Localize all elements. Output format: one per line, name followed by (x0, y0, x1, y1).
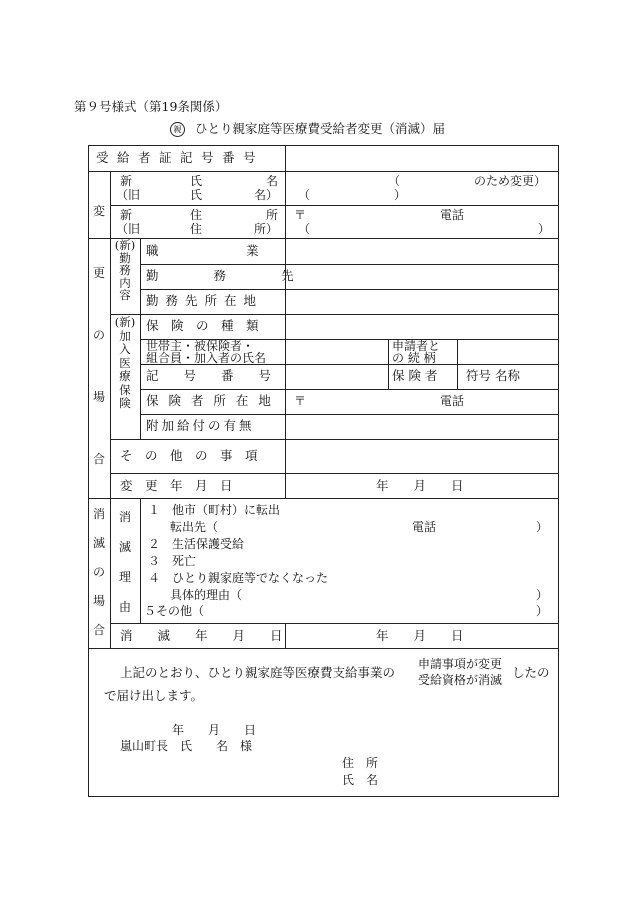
head-of-household-label-1: 世帯主・被保険者・ (146, 339, 255, 353)
declaration-line1-end: したの (512, 665, 550, 680)
insurer-phone-label: 電話 (440, 394, 465, 408)
reason-item-1-close: ） (536, 520, 549, 534)
declaration-line2: で届け出します。 (104, 688, 204, 703)
reason-item-1: １ 他市（町村）に転出 (148, 503, 281, 517)
form-title: ひとり親家庭等医療費受給者変更（消滅）届 (194, 121, 445, 136)
extinction-case-label: 消 滅 の 場 合 (92, 507, 105, 637)
cert-number-field[interactable] (288, 148, 554, 168)
relation-label-2: の 続 柄 (392, 351, 436, 365)
old-name-value: （ ） (298, 188, 407, 202)
change-date-label: 変 更 年 月 日 (120, 478, 233, 493)
new-name-reason-open: （ (388, 174, 401, 188)
cert-number-label: 受給者証記号番号 (96, 150, 265, 165)
declaration-option-change[interactable]: 申請事項が変更 (418, 657, 503, 671)
reason-item-1-destination: 転出先（ (170, 520, 219, 534)
reason-item-5: ５その他（ (144, 604, 205, 618)
head-of-household-label-2: 組合員・加入者の氏名 (146, 351, 267, 365)
symbol-number-label: 記 号 番 号 (146, 368, 272, 383)
insurance-type-label: 保 険 の 種 類 (146, 318, 259, 333)
extinction-date-label: 消 滅 年 月 日 (120, 628, 283, 643)
other-matters-label: そ の 他 の 事 項 (120, 448, 258, 463)
insurer-label: 保 険 者 (392, 368, 438, 383)
reason-item-3: ３ 死亡 (148, 554, 197, 568)
work-group-label: (新) 勤 務 内 容 (114, 238, 136, 302)
reason-item-1-phone: 電話 (412, 520, 437, 534)
reason-item-4-detail: 具体的理由（ (170, 588, 243, 602)
old-address-close: ） (538, 222, 551, 236)
applicant-address-label: 住 所 (342, 756, 379, 770)
change-case-label: 変 更 の 場 合 (92, 204, 105, 466)
declaration-option-extinction[interactable]: 受給資格が消滅 (418, 673, 503, 687)
insurer-address-label: 保 険 者 所 在 地 (146, 393, 274, 408)
symbol-name-label: 符号 名称 (466, 368, 520, 383)
reason-item-2: ２ 生活保護受給 (148, 537, 245, 551)
postal-mark-icon: 〒 (294, 208, 307, 222)
reason-item-4: ４ ひとり親家庭等でなくなった (148, 571, 329, 585)
insurer-postal-icon: 〒 (294, 394, 307, 408)
new-address-phone-label: 電話 (440, 208, 465, 222)
additional-benefit-label: 附加給付の有無 (146, 418, 255, 433)
applicant-name-label: 氏 名 (342, 773, 379, 787)
old-address-open: （ (298, 222, 311, 236)
seal-icon: 親 (170, 122, 185, 137)
change-date-value: 年 月 日 (376, 478, 464, 493)
extinction-reason-label: 消 滅 理 由 (118, 510, 131, 614)
extinction-date-value: 年 月 日 (376, 628, 464, 643)
addressee: 嵐山町長 氏 名 様 (120, 739, 253, 753)
declaration-date[interactable]: 年 月 日 (172, 723, 257, 737)
insurance-group-label: (新) 加 入 医 療 保 険 (114, 315, 136, 410)
form-title-row (170, 122, 445, 137)
reason-item-5-close: ） (536, 604, 549, 618)
new-name-reason-suffix: のため変更） (474, 174, 547, 188)
occupation-label: 職 業 (146, 243, 259, 258)
workplace-address-label: 勤務先所在地 (146, 293, 264, 308)
workplace-label: 勤 務 先 (146, 268, 304, 283)
reason-item-4-close: ） (536, 588, 549, 602)
relation-label-1: 申請者と (392, 339, 441, 353)
form-number: 第９号様式（第19条関係） (74, 99, 228, 114)
declaration-line1: 上記のとおり、ひとり親家庭等医療費支給事業の (120, 665, 396, 680)
